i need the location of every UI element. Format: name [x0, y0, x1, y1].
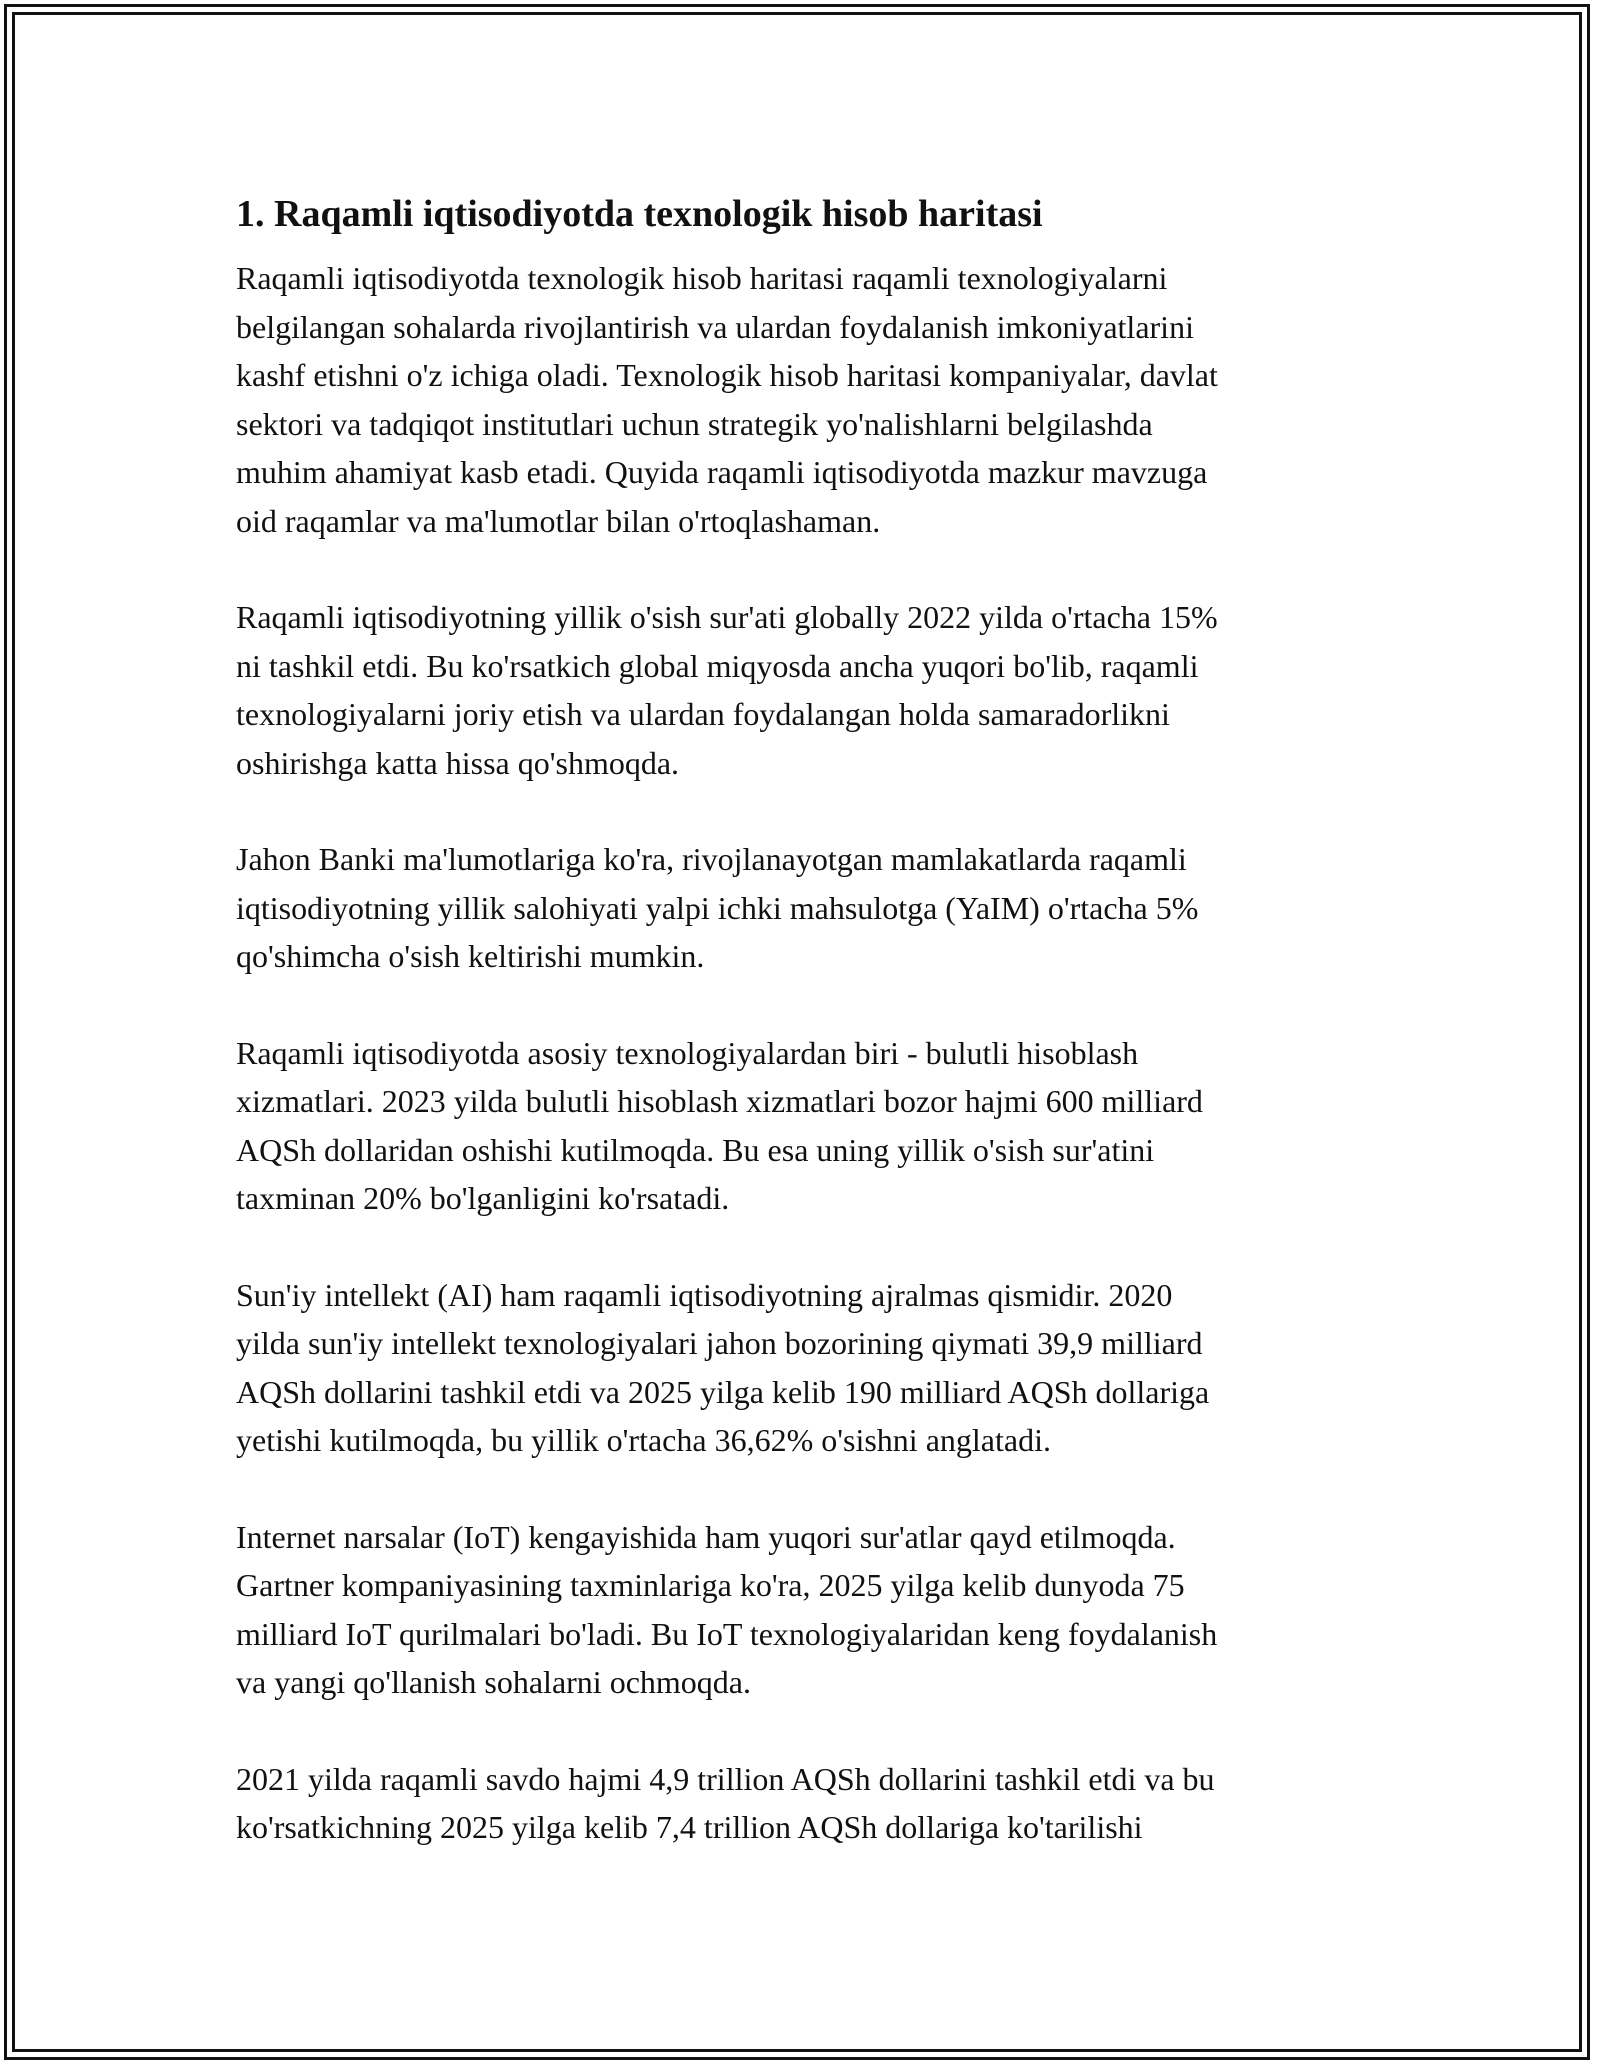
paragraph-line: taxminan 20% bo'lganligini ko'rsatadi. — [236, 1180, 730, 1216]
paragraph-digital-trade — [236, 1755, 1366, 1852]
paragraph-line: yetishi kutilmoqda, bu yillik o'rtacha 36,62% o'sishni anglatadi. — [236, 1422, 1051, 1458]
paragraph-line: Gartner kompaniyasining taxminlariga ko'ra, 2025 yilga kelib dunyoda 75 — [236, 1567, 1185, 1603]
paragraph-line: oshirishga katta hissa qo'shmoqda. — [236, 744, 680, 781]
paragraph-intro — [236, 254, 1366, 545]
paragraph-cloud-computing — [236, 1029, 1366, 1223]
section-heading: 1. Raqamli iqtisodiyotda texnologik hisob haritasi — [236, 193, 1043, 235]
paragraph-line: AQSh dollarini tashkil etdi va 2025 yilga kelib 190 milliard AQSh dollariga — [236, 1373, 1210, 1410]
paragraph-line: Raqamli iqtisodiyotning yillik o'sish sur'ati globally 2022 yilda o'rtacha 15% — [236, 599, 1218, 635]
paragraph-line: Raqamli iqtisodiyotda asosiy texnologiyalardan biri - bulutli hisoblash — [236, 1034, 1139, 1071]
paragraph-line: ni tashkil etdi. Bu ko'rsatkich global miqyosda ancha yuqori bo'lib, raqamli — [236, 647, 1199, 684]
paragraph-line: sektori va tadqiqot institutlari uchun strategik yo'nalishlarni belgilashda — [236, 405, 1153, 442]
paragraph-line: Jahon Banki ma'lumotlariga ko'ra, rivojlanayotgan mamlakatlarda raqamli — [236, 841, 1187, 877]
paragraph-line: va yangi qo'llanish sohalarni ochmoqda. — [236, 1664, 751, 1700]
paragraph-line: Raqamli iqtisodiyotda texnologik hisob haritasi raqamli texnologiyalarni — [236, 260, 1168, 296]
paragraph-line: Internet narsalar (IoT) kengayishida ham yuqori sur'atlar qayd etilmoqda. — [236, 1518, 1176, 1555]
paragraph-line: oid raqamlar va ma'lumotlar bilan o'rtoqlashaman. — [236, 502, 881, 539]
document-body — [236, 190, 1366, 1900]
paragraph-line: iqtisodiyotning yillik salohiyati yalpi ichki mahsulotga (YaIM) o'rtacha 5% — [236, 889, 1199, 926]
paragraph-line: 2021 yilda raqamli savdo hajmi 4,9 trillion AQSh dollarini tashkil etdi va bu — [236, 1760, 1215, 1797]
paragraph-line: Sun'iy intellekt (AI) ham raqamli iqtisodiyotning ajralmas qismidir. 2020 — [236, 1276, 1173, 1313]
paragraph-line: xizmatlari. 2023 yilda bulutli hisoblash xizmatlari bozor hajmi 600 milliard — [236, 1083, 1203, 1119]
paragraph-line: milliard IoT qurilmalari bo'ladi. Bu IoT texnologiyalaridan keng foydalanish — [236, 1615, 1218, 1652]
paragraph-line: ko'rsatkichning 2025 yilga kelib 7,4 trillion AQSh dollariga ko'tarilishi — [236, 1809, 1143, 1845]
paragraph-line: AQSh dollaridan oshishi kutilmoqda. Bu esa uning yillik o'sish sur'atini — [236, 1131, 1155, 1168]
paragraph-line: qo'shimcha o'sish keltirishi mumkin. — [236, 938, 705, 974]
paragraph-line: texnologiyalarni joriy etish va ulardan foydalangan holda samaradorlikni — [236, 696, 1170, 732]
paragraph-ai — [236, 1271, 1366, 1465]
paragraph-line: yilda sun'iy intellekt texnologiyalari jahon bozorining qiymati 39,9 milliard — [236, 1325, 1203, 1361]
paragraph-growth-rate — [236, 593, 1366, 787]
paragraph-world-bank — [236, 835, 1366, 981]
paragraph-line: muhim ahamiyat kasb etadi. Quyida raqamli iqtisodiyotda mazkur mavzuga — [236, 454, 1208, 490]
paragraph-iot — [236, 1513, 1366, 1707]
paragraph-line: belgilangan sohalarda rivojlantirish va ulardan foydalanish imkoniyatlarini — [236, 308, 1194, 345]
paragraph-line: kashf etishni o'z ichiga oladi. Texnologik hisob haritasi kompaniyalar, davlat — [236, 357, 1218, 393]
